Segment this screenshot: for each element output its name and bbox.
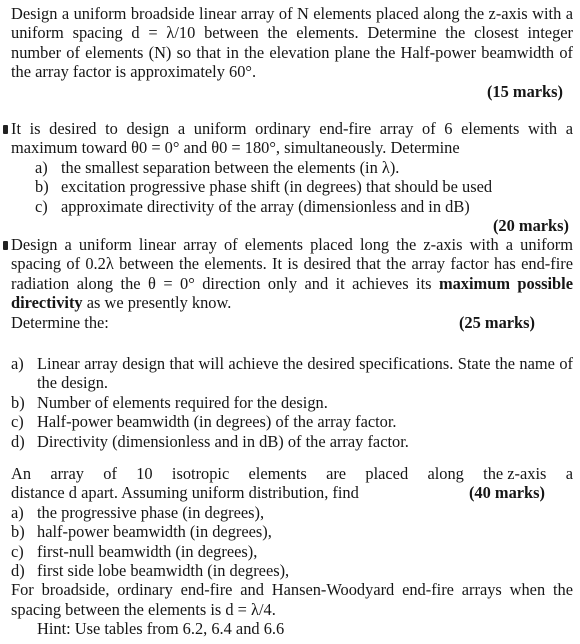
- item-label: b): [11, 522, 25, 542]
- item-label: d): [11, 431, 25, 451]
- item-label: b): [35, 177, 49, 197]
- item-text: the progressive phase (in degrees),: [37, 502, 265, 522]
- question-3-text-post: as we presently know.: [86, 293, 232, 313]
- question-2-items: [11, 158, 573, 216]
- word: of: [103, 464, 117, 483]
- question-3-text-bold: maximum possible directivity: [11, 273, 573, 313]
- question-2-marks: (20 marks): [492, 216, 569, 236]
- list-item: [11, 412, 573, 431]
- item-label: a): [35, 157, 48, 177]
- item-text: Half-power beamwidth (in degrees) of the array factor.: [37, 412, 397, 432]
- question-4-line-2: [11, 483, 573, 502]
- item-label: b): [11, 392, 25, 412]
- item-label: a): [11, 354, 24, 374]
- word: elements: [248, 464, 307, 483]
- question-3-text-pre: Design a uniform linear array of elements placed long the z-axis with a uniform spacing of 0.2λ between the elements. It is desired that the array factor has end-fire radiation along the θ = 0° direction only and it achieves its: [11, 235, 573, 293]
- word: placed: [365, 464, 409, 483]
- list-item: [11, 393, 573, 412]
- item-text: excitation progressive phase shift (in degrees) that should be used: [61, 177, 493, 197]
- question-4-items: [11, 503, 573, 581]
- question-4: [11, 464, 573, 639]
- word: 10: [136, 464, 153, 483]
- item-text: approximate directivity of the array (dimensionless and in dB): [61, 196, 470, 216]
- question-4-line-2-text: distance d apart. Assuming uniform distribution, find: [11, 483, 359, 503]
- question-4-line-1: [11, 464, 573, 483]
- word: isotropic: [171, 464, 230, 483]
- word: a: [565, 464, 573, 483]
- list-item: [11, 158, 573, 177]
- item-label: c): [11, 541, 24, 561]
- list-item: [11, 197, 573, 216]
- word: are: [326, 464, 347, 483]
- question-4-hint: Hint: Use tables from 6.2, 6.4 and 6.6: [37, 619, 285, 639]
- list-item: [11, 177, 573, 196]
- question-1-text: Design a uniform broadside linear array of N elements placed along the z-axis with a uniform spacing d = λ/10 between the elements. Determine the closest integer number of elements (N) so that in the elevation plane the Half-power beamwidth of the array factor is approximately 60°.: [11, 4, 573, 82]
- item-text: half-power beamwidth (in degrees),: [37, 522, 272, 542]
- list-item: [11, 503, 573, 522]
- list-item: [11, 354, 573, 393]
- item-text: the smallest separation between the elements (in λ).: [61, 157, 400, 177]
- word: array: [50, 464, 84, 483]
- question-3-marks: (25 marks): [458, 312, 535, 332]
- item-text: Directivity (dimensionless and in dB) of the array factor.: [37, 431, 409, 451]
- question-3-text: [11, 235, 573, 313]
- question-3: [11, 235, 573, 451]
- question-3-determine: Determine the:: [11, 312, 109, 332]
- item-label: c): [11, 412, 24, 432]
- question-2: [11, 119, 573, 235]
- word: along: [427, 464, 464, 483]
- list-item: [11, 522, 573, 541]
- item-text: first-null beamwidth (in degrees),: [37, 541, 258, 561]
- question-3-items: [11, 354, 573, 451]
- question-4-marks: (40 marks): [468, 483, 545, 503]
- bullet-marker: [3, 125, 8, 134]
- question-1: [11, 4, 573, 101]
- word: An: [11, 464, 32, 483]
- list-item: [11, 561, 573, 580]
- list-item: [11, 542, 573, 561]
- item-text: first side lobe beamwidth (in degrees),: [37, 561, 290, 581]
- word: the z-axis: [483, 464, 547, 483]
- item-label: d): [11, 561, 25, 581]
- question-1-marks: (15 marks): [486, 81, 563, 101]
- bullet-marker: [3, 241, 8, 250]
- item-text: Linear array design that will achieve the desired specifications. State the name of the design.: [37, 354, 573, 393]
- question-4-closing: For broadside, ordinary end-fire and Hansen-Woodyard end-fire arrays when the spacing between the elements is d = λ/4.: [11, 580, 573, 619]
- item-label: c): [35, 196, 48, 216]
- item-label: a): [11, 502, 24, 522]
- list-item: [11, 432, 573, 451]
- item-text: Number of elements required for the design.: [37, 392, 328, 412]
- question-2-text: It is desired to design a uniform ordinary end-fire array of 6 elements with a maximum toward θ0 = 0° and θ0 = 180°, simultaneously. Determine: [11, 119, 573, 158]
- question-3-determine-row: [11, 313, 573, 332]
